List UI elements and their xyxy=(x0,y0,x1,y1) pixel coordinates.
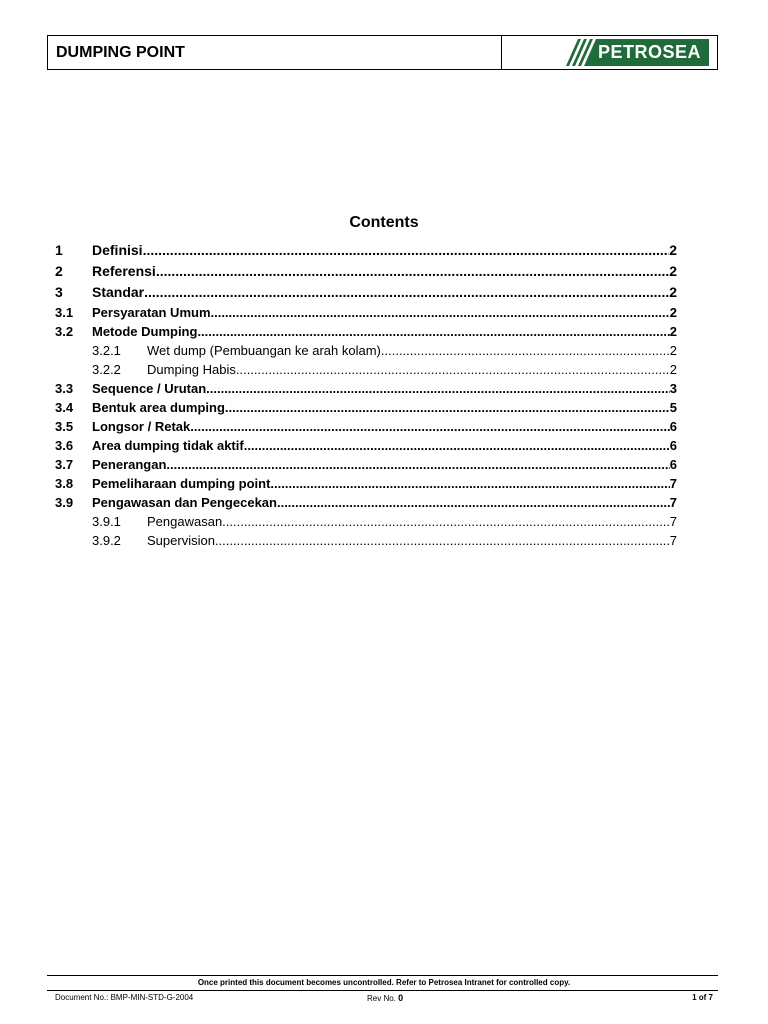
toc-entry-page: 6 xyxy=(669,419,677,434)
revision-label: Rev No. xyxy=(367,994,396,1003)
toc-dot-leader xyxy=(143,240,670,261)
toc-entry-number: 3.6 xyxy=(55,438,74,453)
toc-entry-number: 3.1 xyxy=(55,305,74,320)
toc-dot-leader xyxy=(225,398,670,417)
toc-entry[interactable] xyxy=(55,474,677,493)
toc-dot-leader xyxy=(197,322,669,341)
toc-entry-number: 3.2.2 xyxy=(92,362,121,377)
toc-entry-number: 3.3 xyxy=(55,381,74,396)
toc-entry[interactable] xyxy=(55,398,677,417)
toc-entry-page: 7 xyxy=(669,533,677,548)
toc-entry[interactable] xyxy=(55,493,677,512)
toc-entry-title: Standar xyxy=(92,284,145,300)
toc-entry-title: Pemeliharaan dumping point xyxy=(92,476,271,491)
toc-dot-leader xyxy=(211,303,670,322)
toc-entry-title: Dumping Habis xyxy=(147,362,236,377)
toc-entry-title: Penerangan xyxy=(92,457,167,472)
toc-entry-page: 6 xyxy=(669,438,677,453)
logo-badge xyxy=(562,39,709,66)
toc-entry[interactable] xyxy=(55,240,677,261)
toc-entry-title: Supervision xyxy=(147,533,215,548)
toc-entry-number: 3.9.2 xyxy=(92,533,121,548)
toc-entry-title: Sequence / Urutan xyxy=(92,381,207,396)
toc-entry-number: 3 xyxy=(55,284,63,300)
footer-divider-bottom xyxy=(47,990,718,991)
toc-entry-title: Area dumping tidak aktif xyxy=(92,438,244,453)
toc-dot-leader xyxy=(381,341,670,360)
toc-title: Contents xyxy=(349,214,419,231)
toc-entry[interactable] xyxy=(55,261,677,282)
toc-entry-number: 3.2.1 xyxy=(92,343,121,358)
toc-dot-leader xyxy=(222,512,670,531)
footer-meta xyxy=(55,993,713,1002)
toc-entry-page: 2 xyxy=(669,284,677,300)
toc-entry-page: 3 xyxy=(669,381,677,396)
toc-dot-leader xyxy=(236,360,670,379)
toc-entry[interactable] xyxy=(55,322,677,341)
toc-entry-number: 3.7 xyxy=(55,457,74,472)
toc-entry-page: 2 xyxy=(669,305,677,320)
revision-info xyxy=(367,993,403,1003)
toc-entry-title: Wet dump (Pembuangan ke arah kolam) xyxy=(147,343,381,358)
toc-entry-page: 2 xyxy=(669,324,677,339)
toc-entry[interactable] xyxy=(55,512,677,531)
toc-entry-page: 2 xyxy=(669,362,677,377)
toc-entry-title: Longsor / Retak xyxy=(92,419,191,434)
toc-entry-title: Persyaratan Umum xyxy=(92,305,211,320)
toc-entry-page: 2 xyxy=(669,242,677,258)
toc-entry-number: 2 xyxy=(55,263,63,279)
toc-dot-leader xyxy=(270,474,669,493)
page-number: 1 of 7 xyxy=(692,993,713,1002)
toc-entry-page: 7 xyxy=(669,514,677,529)
toc-entry-number: 1 xyxy=(55,242,63,258)
toc-entry-number: 3.4 xyxy=(55,400,74,415)
document-number: Document No.: BMP-MIN-STD-G-2004 xyxy=(55,993,194,1002)
document-header xyxy=(47,35,718,70)
toc-dot-leader xyxy=(215,531,670,550)
toc-dot-leader xyxy=(166,455,669,474)
toc-entry-number: 3.2 xyxy=(55,324,74,339)
logo-stripes-icon xyxy=(562,39,596,66)
toc-entry-number: 3.8 xyxy=(55,476,74,491)
toc-entry[interactable] xyxy=(55,341,677,360)
toc-entry-title: Pengawasan dan Pengecekan xyxy=(92,495,277,510)
toc-entry[interactable] xyxy=(55,282,677,303)
toc-entry-page: 2 xyxy=(669,263,677,279)
toc-entry-number: 3.9.1 xyxy=(92,514,121,529)
company-logo xyxy=(502,36,717,69)
toc-entry[interactable] xyxy=(55,436,677,455)
table-of-contents xyxy=(55,240,677,550)
toc-entry-page: 2 xyxy=(669,343,677,358)
footer-uncontrolled-note: Once printed this document becomes uncontrolled. Refer to Petrosea Intranet for controlled copy. xyxy=(197,978,571,987)
toc-entry-title: Definisi xyxy=(92,242,143,258)
logo-text: PETROSEA xyxy=(597,42,701,62)
toc-entry-page: 6 xyxy=(669,457,677,472)
revision-number: 0 xyxy=(398,993,404,1003)
toc-entry[interactable] xyxy=(55,417,677,436)
toc-dot-leader xyxy=(190,417,670,436)
toc-entry[interactable] xyxy=(55,379,677,398)
toc-dot-leader xyxy=(277,493,670,512)
toc-entry-page: 7 xyxy=(669,495,677,510)
toc-entry[interactable] xyxy=(55,455,677,474)
toc-dot-leader xyxy=(206,379,670,398)
footer-divider-top xyxy=(47,975,718,976)
toc-entry[interactable] xyxy=(55,531,677,550)
toc-entry-title: Metode Dumping xyxy=(92,324,198,339)
toc-entry-number: 3.5 xyxy=(55,419,74,434)
toc-entry-title: Bentuk area dumping xyxy=(92,400,225,415)
toc-dot-leader xyxy=(144,282,669,303)
toc-entry-page: 7 xyxy=(669,476,677,491)
toc-entry-page: 5 xyxy=(669,400,677,415)
toc-entry-number: 3.9 xyxy=(55,495,74,510)
document-title: DUMPING POINT xyxy=(48,36,502,69)
toc-entry-title: Pengawasan xyxy=(147,514,223,529)
toc-entry[interactable] xyxy=(55,360,677,379)
toc-dot-leader xyxy=(156,261,669,282)
toc-entry[interactable] xyxy=(55,303,677,322)
toc-dot-leader xyxy=(244,436,670,455)
toc-entry-title: Referensi xyxy=(92,263,156,279)
